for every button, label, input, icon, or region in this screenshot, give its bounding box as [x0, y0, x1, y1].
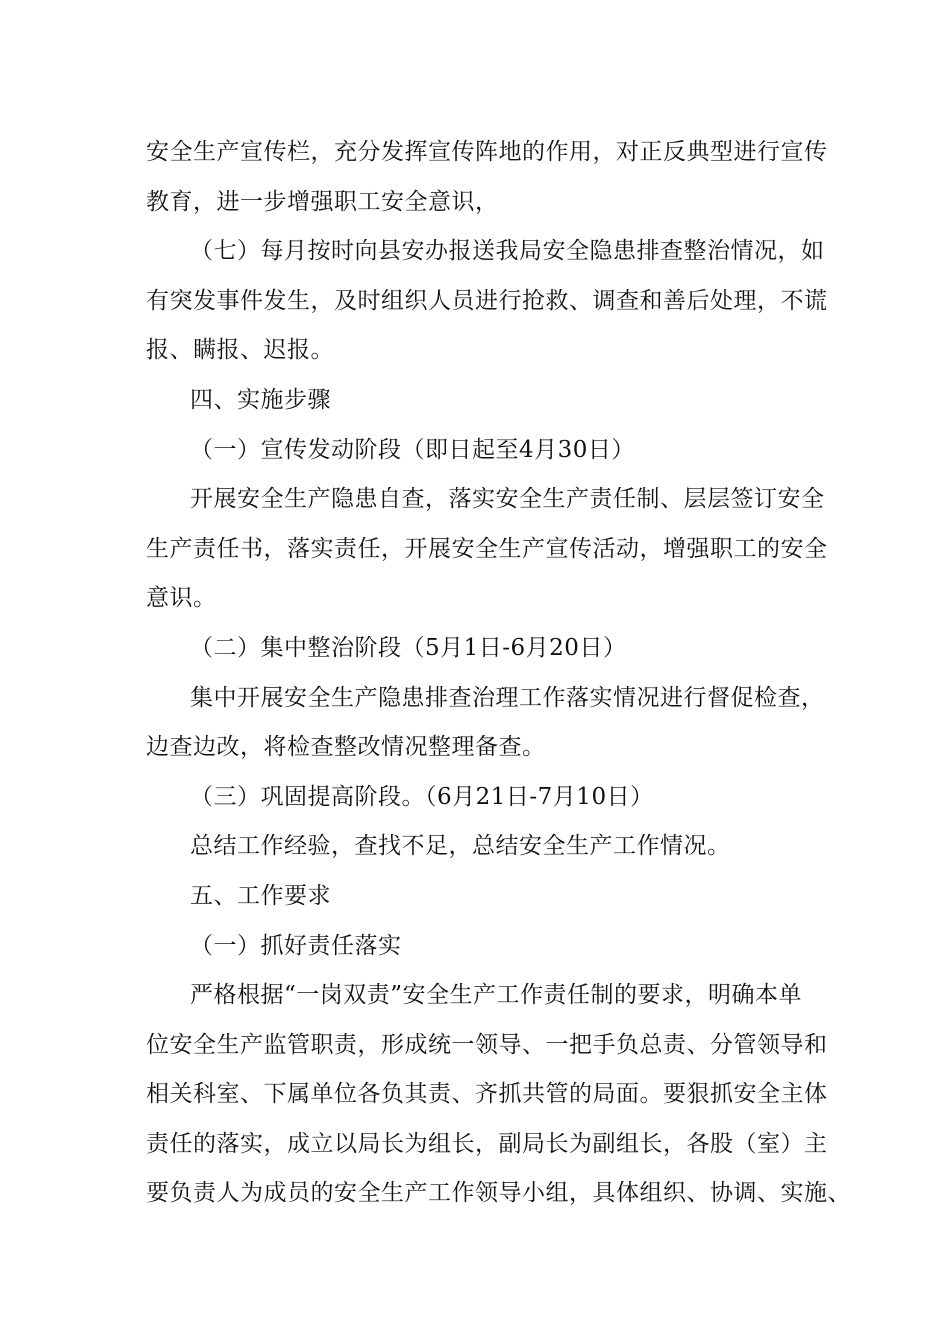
section-heading: 五、工作要求 — [190, 882, 331, 909]
paragraph-start: 开展安全生产隐患自查，落实安全生产责任制、层层签订安全 — [190, 486, 825, 513]
text-line: 安全生产宣传栏，充分发挥宣传阵地的作用，对正反典型进行宣传 — [146, 139, 828, 165]
subsection-heading: （二）集中整治阶段（5月1日-6月20日） — [190, 634, 627, 661]
text-line: 责任的落实，成立以局长为组长，副局长为副组长，各股（室）主 — [146, 1130, 828, 1157]
text-line: 边查边改，将检查整改情况整理备查。 — [146, 734, 546, 761]
text-line: 意识。 — [146, 585, 217, 612]
text-line: 位安全生产监管职责，形成统一领导、一把手负总责、分管领导和 — [146, 1031, 828, 1058]
text-line: 生产责任书，落实责任，开展安全生产宣传活动，增强职工的安全 — [146, 535, 828, 562]
paragraph-start: 集中开展安全生产隐患排查治理工作落实情况进行督促检查， — [190, 684, 825, 711]
subsection-heading: （三）巩固提高阶段。（6月21日-7月10日） — [190, 783, 654, 810]
section-item-heading: （七）每月按时向县安办报送我局安全隐患排查整治情况，如 — [190, 238, 825, 265]
text-line: 相关科室、下属单位各负其责、齐抓共管的局面。要狠抓安全主体 — [146, 1081, 828, 1108]
document-body — [146, 128, 851, 1219]
text-line: 有突发事件发生，及时组织人员进行抢救、调查和善后处理，不谎 — [146, 287, 828, 314]
text-line: 报、瞒报、迟报。 — [146, 337, 334, 364]
subsection-heading: （一）抓好责任落实 — [190, 932, 402, 959]
section-heading: 四、实施步骤 — [190, 386, 331, 413]
paragraph-start: 严格根据“一岗双责”安全生产工作责任制的要求，明确本单 — [190, 982, 803, 1009]
subsection-heading: （一）宣传发动阶段（即日起至4月30日） — [190, 436, 635, 463]
text-line: 教育，进一步增强职工安全意识， — [146, 188, 499, 215]
text-line: 要负责人为成员的安全生产工作领导小组，具体组织、协调、实施、 — [146, 1180, 851, 1207]
paragraph-start: 总结工作经验，查找不足，总结安全生产工作情况。 — [190, 833, 731, 860]
